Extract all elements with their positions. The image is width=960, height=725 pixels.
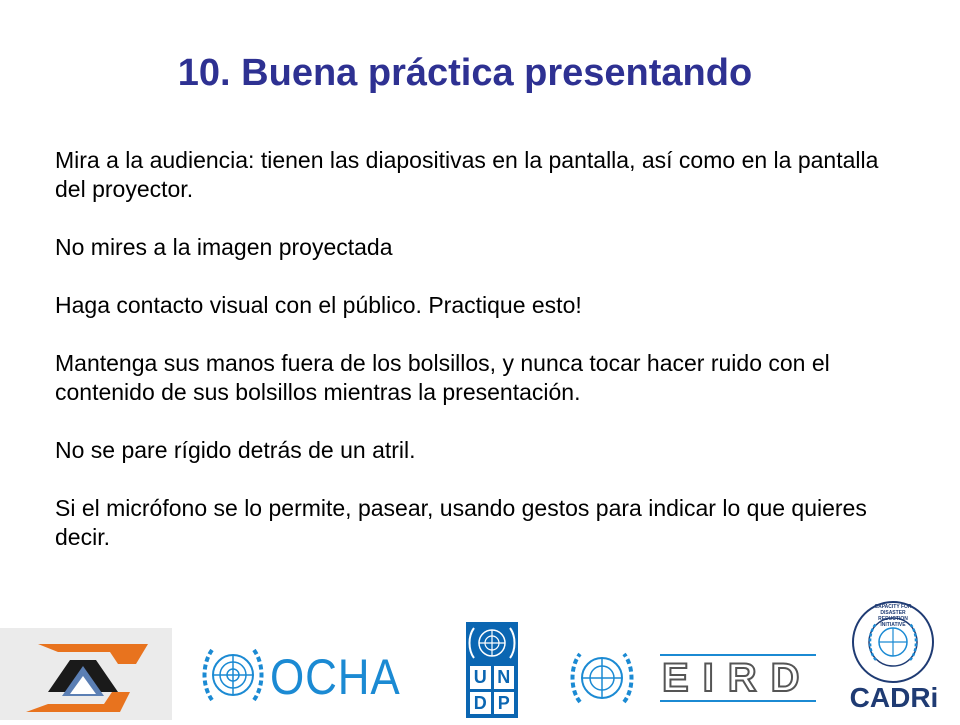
slide-title: 10. Buena práctica presentando <box>177 52 753 94</box>
undp-logo <box>466 622 518 718</box>
undp-letters <box>470 666 514 714</box>
orange-org-logo-icon <box>0 628 172 720</box>
undp-letter-p: P <box>494 692 515 715</box>
eird-logo <box>566 648 814 712</box>
cadri-ring-text: CAPACITY FOR DISASTER REDUCTION INITIATIVE <box>874 604 912 628</box>
undp-letter-u: U <box>470 666 491 689</box>
eird-un-emblem-icon <box>566 648 638 710</box>
ocha-wordmark: OCHA <box>270 649 401 705</box>
undp-letter-n: N <box>494 666 515 689</box>
paragraph-look-at-audience: Mira a la audiencia: tienen las diapositivas en la pantalla, así como en la pantalla del proyector. <box>55 147 879 202</box>
paragraph-dont-look-image: No mires a la imagen proyectada <box>55 234 393 260</box>
slide-body <box>55 146 915 552</box>
orange-org-logo <box>0 628 172 720</box>
undp-letter-d: D <box>470 692 491 715</box>
paragraph-microphone: Si el micrófono se lo permite, pasear, usando gestos para indicar lo que quieres decir. <box>55 495 867 550</box>
paragraph-podium: No se pare rígido detrás de un atril. <box>55 437 416 463</box>
cadri-logo <box>838 600 948 720</box>
paragraph-hands-pockets: Mantenga sus manos fuera de los bolsillos, y nunca tocar hacer ruido con el contenido de sus bolsillos mientras la presentación. <box>55 350 830 405</box>
un-emblem-icon <box>198 642 268 712</box>
ocha-logo <box>196 640 416 714</box>
paragraph-eye-contact: Haga contacto visual con el público. Practique esto! <box>55 292 582 318</box>
eird-wordmark: EIRD <box>662 656 814 700</box>
undp-emblem-icon <box>466 624 518 664</box>
logo-bar <box>0 600 960 720</box>
cadri-wordmark: CADRi <box>849 682 939 713</box>
